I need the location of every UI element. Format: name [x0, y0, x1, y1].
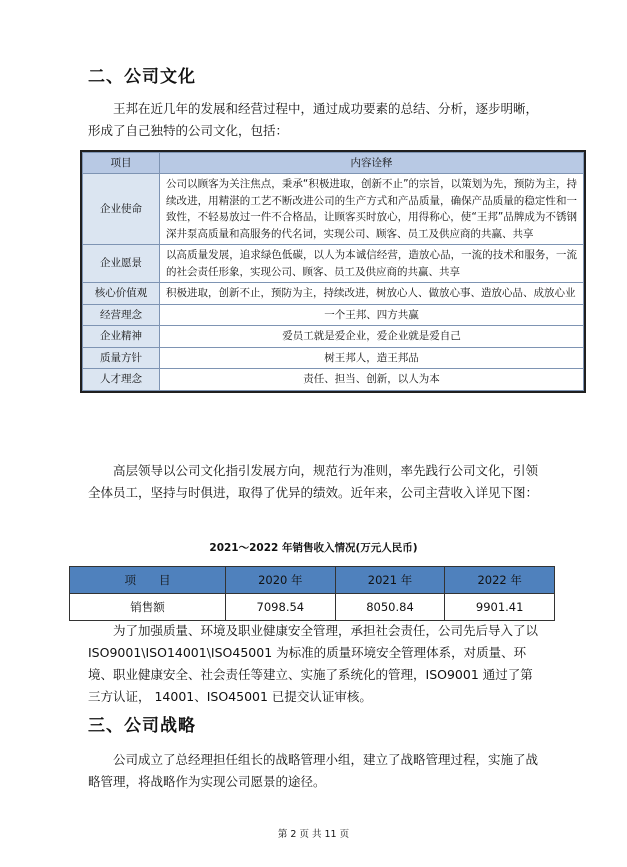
table-row [83, 174, 584, 245]
table-row [83, 304, 584, 326]
sales-table [69, 566, 555, 621]
sales-row [70, 594, 555, 621]
row-value: 树王邦人，造王邦品 [160, 347, 584, 369]
culture-table [80, 150, 586, 393]
row-value: 爱员工就是爱企业，爱企业就是爱自己 [160, 326, 584, 348]
leadership-paragraph: 高层领导以公司文化指引发展方向，规范行为准则，率先践行公司文化，引领全体员工，坚持与时俱进，取得了优异的绩效。近年来，公司主营收入详见下图： [88, 463, 539, 500]
sales-header-2022: 2022 年 [445, 567, 555, 594]
row-key: 企业愿景 [83, 245, 160, 283]
row-key: 人才理念 [83, 369, 160, 391]
row-value: 责任、担当、创新，以人为本 [160, 369, 584, 391]
row-value: 以高质量发展，追求绿色低碳，以人为本诚信经营，造放心品，一流的技术和服务，一流的社会责任形象，实现公司、顾客、员工及供应商的共赢、共享 [160, 245, 584, 283]
header-content: 内容诠释 [160, 153, 584, 174]
culture-intro-paragraph: 王邦在近几年的发展和经营过程中，通过成功要素的总结、分析，逐步明晰，形成了自己独特的公司文化，包括： [88, 101, 539, 138]
sales-value-2022: 9901.41 [445, 594, 555, 621]
sales-row-label: 销售额 [70, 594, 226, 621]
table-row [83, 369, 584, 391]
table-row [83, 245, 584, 283]
strategy-paragraph: 公司成立了总经理担任组长的战略管理小组，建立了战略管理过程，实施了战略管理，将战略作为实现公司愿景的途径。 [88, 752, 539, 789]
sales-header-row [70, 567, 555, 594]
table-row [83, 283, 584, 305]
row-key: 企业使命 [83, 174, 160, 245]
table-row [83, 326, 584, 348]
sales-value-2020: 7098.54 [226, 594, 336, 621]
section-heading-culture: 二、公司文化 [88, 67, 196, 87]
row-value: 公司以顾客为关注焦点，秉承“积极进取，创新不止”的宗旨，以策划为先，预防为主，持续改进，用精湛的工艺不断改进公司的生产方式和产品质量，确保产品质量的稳定性和一致性，不轻易放过一件不合格品，让顾客买时放心，用得称心，使“王邦”品牌成为不锈钢深井泵高质量和高服务的代名词，实现公司、顾客、员工及供应商的共赢、共享 [160, 174, 584, 245]
page-footer: 第 2 页 共 11 页 [277, 829, 350, 840]
culture-table-header [83, 153, 584, 174]
sales-value-2021: 8050.84 [335, 594, 445, 621]
header-item: 项目 [83, 153, 160, 174]
sales-caption: 2021～2022 年销售收入情况(万元人民币) [209, 542, 418, 554]
table-row [83, 347, 584, 369]
row-key: 经营理念 [83, 304, 160, 326]
row-key: 企业精神 [83, 326, 160, 348]
sales-header-2020: 2020 年 [226, 567, 336, 594]
row-key: 核心价值观 [83, 283, 160, 305]
row-value: 积极进取，创新不止，预防为主，持续改进，树放心人、做放心事、造放心品、成放心业 [160, 283, 584, 305]
row-key: 质量方针 [83, 347, 160, 369]
row-value: 一个王邦、四方共赢 [160, 304, 584, 326]
sales-header-2021: 2021 年 [335, 567, 445, 594]
section-heading-strategy: 三、公司战略 [88, 716, 196, 736]
management-system-paragraph: 为了加强质量、环境及职业健康安全管理，承担社会责任，公司先后导入了以 ISO9001\ISO14001\ISO45001 为标准的质量环境安全管理体系，对质量、环境、职业健康安全、社会责任等建立、实施了系统化的管理，ISO9001 通过了第三方认证， 14001、ISO45001 已提交认证审核。 [88, 623, 539, 704]
sales-header-item: 项 目 [70, 567, 226, 594]
